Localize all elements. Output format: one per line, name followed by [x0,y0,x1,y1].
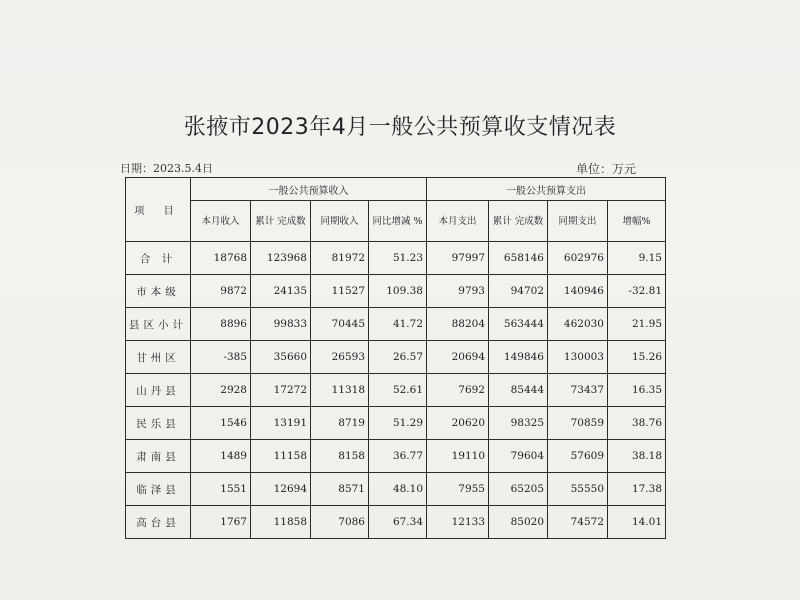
header-revenue-group: 一般公共预算收入 [191,178,427,201]
table-cell: 7692 [427,374,489,407]
table-cell: 35660 [251,341,311,374]
table-cell: -385 [191,341,251,374]
table-row [126,308,666,341]
document-title: 张掖市2023年4月一般公共预算收支情况表 [183,115,617,140]
table-cell: 12694 [251,473,311,506]
table-cell: 8571 [311,473,369,506]
table-cell: 70859 [548,407,608,440]
table-cell: 51.29 [369,407,427,440]
table-cell: 12133 [427,506,489,539]
table-cell: 563444 [489,308,548,341]
table-cell: 26593 [311,341,369,374]
table-cell: 88204 [427,308,489,341]
table-cell: 14.01 [608,506,666,539]
row-name: 县区小计 [126,308,191,341]
table-cell: 81972 [311,242,369,275]
table-cell: 16.35 [608,374,666,407]
table-cell: 55550 [548,473,608,506]
table-cell: 57609 [548,440,608,473]
table-cell: 7086 [311,506,369,539]
date-label: 日期：2023.5.4日 [120,162,213,175]
table-cell: 140946 [548,275,608,308]
header-col-5: 本月支出 [427,201,489,242]
table-cell: 149846 [489,341,548,374]
table-cell: 9872 [191,275,251,308]
table-cell: 2928 [191,374,251,407]
table-cell: 8158 [311,440,369,473]
row-name: 山丹县 [126,374,191,407]
row-name: 高台县 [126,506,191,539]
table-cell: 123968 [251,242,311,275]
table-cell: 52.61 [369,374,427,407]
row-name: 合 计 [126,242,191,275]
table-cell: 24135 [251,275,311,308]
table-cell: 19110 [427,440,489,473]
table-cell: 1546 [191,407,251,440]
unit-label: 单位：万元 [576,162,637,176]
table-cell: 97997 [427,242,489,275]
table-cell: 17.38 [608,473,666,506]
header-col-4: 同比增减 % [369,201,427,242]
row-name: 肃南县 [126,440,191,473]
header-col-3: 同期收入 [311,201,369,242]
table-row [126,275,666,308]
table-cell: 109.38 [369,275,427,308]
header-col-8: 增幅% [608,201,666,242]
table-cell: 8896 [191,308,251,341]
table-cell: 99833 [251,308,311,341]
table-cell: 1489 [191,440,251,473]
table-cell: 70445 [311,308,369,341]
table-row [126,440,666,473]
header-col-1: 本月收入 [191,201,251,242]
table-cell: 41.72 [369,308,427,341]
table-cell: 48.10 [369,473,427,506]
table-cell: 38.18 [608,440,666,473]
table-cell: 74572 [548,506,608,539]
table-cell: 15.26 [608,341,666,374]
table-cell: 20620 [427,407,489,440]
table-cell: 11318 [311,374,369,407]
table-cell: 65205 [489,473,548,506]
header-col-2: 累计 完成数 [251,201,311,242]
table-cell: 73437 [548,374,608,407]
table-cell: 658146 [489,242,548,275]
table-cell: 8719 [311,407,369,440]
table-cell: 26.57 [369,341,427,374]
table-row [126,473,666,506]
table-cell: 98325 [489,407,548,440]
header-col-7: 同期支出 [548,201,608,242]
table-cell: 18768 [191,242,251,275]
table-cell: 9793 [427,275,489,308]
table-row [126,242,666,275]
table-cell: 38.76 [608,407,666,440]
table-cell: 94702 [489,275,548,308]
table-cell: 9.15 [608,242,666,275]
table-cell: 36.77 [369,440,427,473]
table-cell: 51.23 [369,242,427,275]
table-cell: 20694 [427,341,489,374]
table-cell: 21.95 [608,308,666,341]
table-cell: 79604 [489,440,548,473]
table-cell: 1551 [191,473,251,506]
table-cell: 130003 [548,341,608,374]
row-name: 临泽县 [126,473,191,506]
table-cell: 17272 [251,374,311,407]
table-cell: 11158 [251,440,311,473]
table-row [126,341,666,374]
row-name: 甘州区 [126,341,191,374]
table-cell: 11858 [251,506,311,539]
table-cell: 85444 [489,374,548,407]
table-cell: 1767 [191,506,251,539]
table-cell: 11527 [311,275,369,308]
table-cell: -32.81 [608,275,666,308]
table-cell: 67.34 [369,506,427,539]
table-cell: 7955 [427,473,489,506]
table-cell: 462030 [548,308,608,341]
table-row [126,407,666,440]
row-name: 民乐县 [126,407,191,440]
table-cell: 13191 [251,407,311,440]
budget-table [125,177,666,539]
row-name: 市本级 [126,275,191,308]
table-row [126,506,666,539]
table-row [126,374,666,407]
table-cell: 85020 [489,506,548,539]
table-cell: 602976 [548,242,608,275]
header-col-6: 累计 完成数 [489,201,548,242]
header-expenditure-group: 一般公共预算支出 [427,178,666,201]
header-item: 项 目 [126,178,191,242]
